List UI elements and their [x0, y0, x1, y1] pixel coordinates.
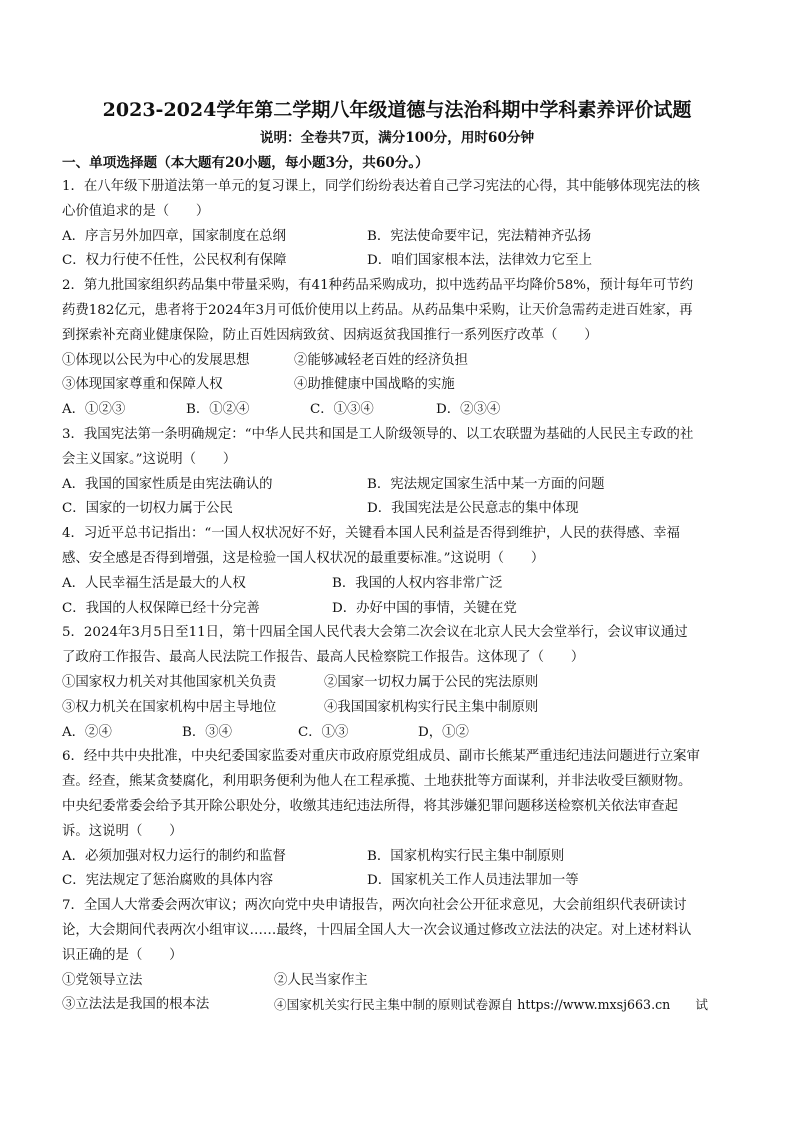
question-stem: 7．全国人大常委会两次审议；两次向党中央申请报告，两次向社会公开征求意见，大会前组织代表研读讨 — [62, 898, 687, 914]
section-heading: 一、单项选择题（本大题有20小题，每小题3分，共60分。） — [62, 155, 429, 171]
statement-row — [62, 671, 732, 696]
option-b: B．①②④ — [186, 402, 250, 418]
question-stem: 会主义国家。”这说明（ ） — [62, 451, 237, 467]
option-d: D．国家机关工作人员违法罪加一等 — [367, 873, 579, 889]
option-c: C．权力行使不任性，公民权利有保障 — [62, 253, 287, 269]
option-c: C．宪法规定了惩治腐败的具体内容 — [62, 873, 274, 889]
option-a: A．我国的国家性质是由宪法确认的 — [62, 476, 273, 492]
question-stem: 中央纪委常委会给予其开除公职处分，收缴其违纪违法所得，将其涉嫌犯罪问题移送检察机关依法审查起 — [62, 798, 678, 814]
question-stem: 了政府工作报告、最高人民法院工作报告、最高人民检察院工作报告。这体现了（ ） — [62, 650, 585, 666]
question-stem: 论，大会期间代表两次小组审议……最终，十四届全国人大一次会议通过修改立法法的决定。对上述材料认 — [62, 922, 692, 938]
option-row — [62, 473, 732, 498]
statement-3: ③立法法是我国的根本法 — [62, 997, 210, 1013]
question-2 — [62, 274, 732, 423]
option-row — [62, 572, 732, 597]
option-row — [62, 249, 732, 274]
option-c: C．我国的人权保障已经十分完善 — [62, 600, 260, 616]
statement-2: ②能够减轻老百姓的经济负担 — [294, 352, 469, 368]
option-a: A．②④ — [62, 724, 112, 740]
option-row — [62, 869, 732, 894]
question-stem: 4．习近平总书记指出：“一国人权状况好不好，关键看本国人民利益是否得到维护，人民的获得感、幸福 — [62, 526, 680, 542]
question-stem: 诉。这说明（ ） — [62, 823, 183, 839]
option-b: B．我国的人权内容非常广泛 — [332, 575, 503, 591]
question-6 — [62, 745, 732, 894]
statement-row — [62, 373, 732, 398]
option-a: A．①②③ — [62, 402, 126, 418]
option-c: C．①③ — [298, 724, 349, 740]
option-c: C．①③④ — [310, 402, 374, 418]
option-d: D．我国宪法是公民意志的集中体现 — [367, 501, 579, 517]
statement-4: ④助推健康中国战略的实施 — [294, 377, 455, 393]
question-5 — [62, 621, 732, 745]
exam-title: 2023-2024学年第二学期八年级道德与法治科期中学科素养评价试题 — [102, 99, 692, 121]
question-stem: 到探索补充商业健康保险，防止百姓因病致贫、因病返贫我国推行一系列医疗改革（ ） — [62, 327, 598, 343]
statement-row — [62, 969, 732, 994]
statement-1: ①国家权力机关对其他国家机关负责 — [62, 674, 277, 690]
question-stem: 感、安全感是否得到增强，这是检验一国人权状况的最重要标准。”这说明（ ） — [62, 550, 545, 566]
option-b: B．国家机构实行民主集中制原则 — [367, 848, 565, 864]
statement-row — [62, 696, 732, 721]
statement-1: ①体现以公民为中心的发展思想 — [62, 352, 250, 368]
statement-3: ③体现国家尊重和保障人权 — [62, 377, 223, 393]
question-stem: 1．在八年级下册道法第一单元的复习课上，同学们纷纷表达着自己学习宪法的心得，其中能够体现宪法的核 — [62, 179, 700, 194]
option-row — [62, 225, 732, 250]
option-b: B．③④ — [182, 724, 233, 740]
question-1 — [62, 175, 732, 274]
statement-2: ②国家一切权力属于公民的宪法原则 — [324, 674, 539, 690]
option-d: D．咱们国家根本法，法律效力它至上 — [367, 253, 592, 269]
question-stem: 2．第九批国家组织药品集中带量采购，有41种药品采购成功，拟中选药品平均降价58%，预计每年可节约 — [62, 278, 694, 294]
statement-4: ④我国国家机构实行民主集中制原则 — [324, 699, 539, 715]
question-3 — [62, 423, 732, 522]
exam-instructions: 说明：全卷共7页，满分100分，用时60分钟 — [259, 130, 535, 146]
option-d: D，①② — [418, 724, 469, 740]
statement-4: ④国家机关实行民主集中制的原则试卷源自 https://www.mxsj663.cn 试 — [274, 997, 709, 1013]
question-7 — [62, 894, 732, 1018]
option-row — [62, 845, 732, 870]
question-stem: 药费182亿元，患者将于2024年3月可低价使用以上药品。从药品集中采购，让天价急需药走进百姓家，再 — [62, 302, 693, 318]
question-4 — [62, 522, 732, 621]
option-b: B．宪法规定国家生活中某一方面的问题 — [367, 476, 605, 492]
option-row — [62, 597, 732, 622]
option-a: A．序言另外加四章，国家制度在总纲 — [62, 228, 286, 244]
option-d: D．②③④ — [436, 402, 501, 418]
statement-2: ②人民当家作主 — [274, 972, 368, 988]
question-stem: 查。经查，熊某贪婪腐化，利用职务便利为他人在工程承揽、土地获批等方面谋利，并非法收受巨额财物。 — [62, 774, 692, 790]
question-stem: 6．经中共中央批准，中央纪委国家监委对重庆市政府原党组成员、副市长熊某严重违纪违法问题进行立案审 — [62, 749, 700, 765]
option-a: A．人民幸福生活是最大的人权 — [62, 575, 246, 591]
statement-row — [62, 993, 732, 1018]
question-stem: 识正确的是（ ） — [62, 947, 183, 963]
statement-3: ③权力机关在国家机构中居主导地位 — [62, 699, 277, 715]
option-d: D．办好中国的事情，关键在党 — [332, 600, 517, 616]
option-row — [62, 497, 732, 522]
question-stem: 3．我国宪法第一条明确规定：“中华人民共和国是工人阶级领导的、以工农联盟为基础的人民民主专政的社 — [62, 426, 694, 442]
option-a: A．必须加强对权力运行的制约和监督 — [62, 848, 286, 864]
statement-1: ①党领导立法 — [62, 972, 143, 988]
question-stem: 心价值追求的是（ ） — [62, 203, 210, 219]
option-row — [62, 398, 732, 423]
option-c: C．国家的一切权力属于公民 — [62, 501, 233, 517]
statement-row — [62, 349, 732, 374]
option-row — [62, 721, 732, 746]
question-stem: 5．2024年3月5日至11日，第十四届全国人民代表大会第二次会议在北京人民大会堂举行，会议审议通过 — [62, 625, 688, 641]
option-b: B．宪法使命要牢记，宪法精神齐弘扬 — [367, 228, 592, 244]
